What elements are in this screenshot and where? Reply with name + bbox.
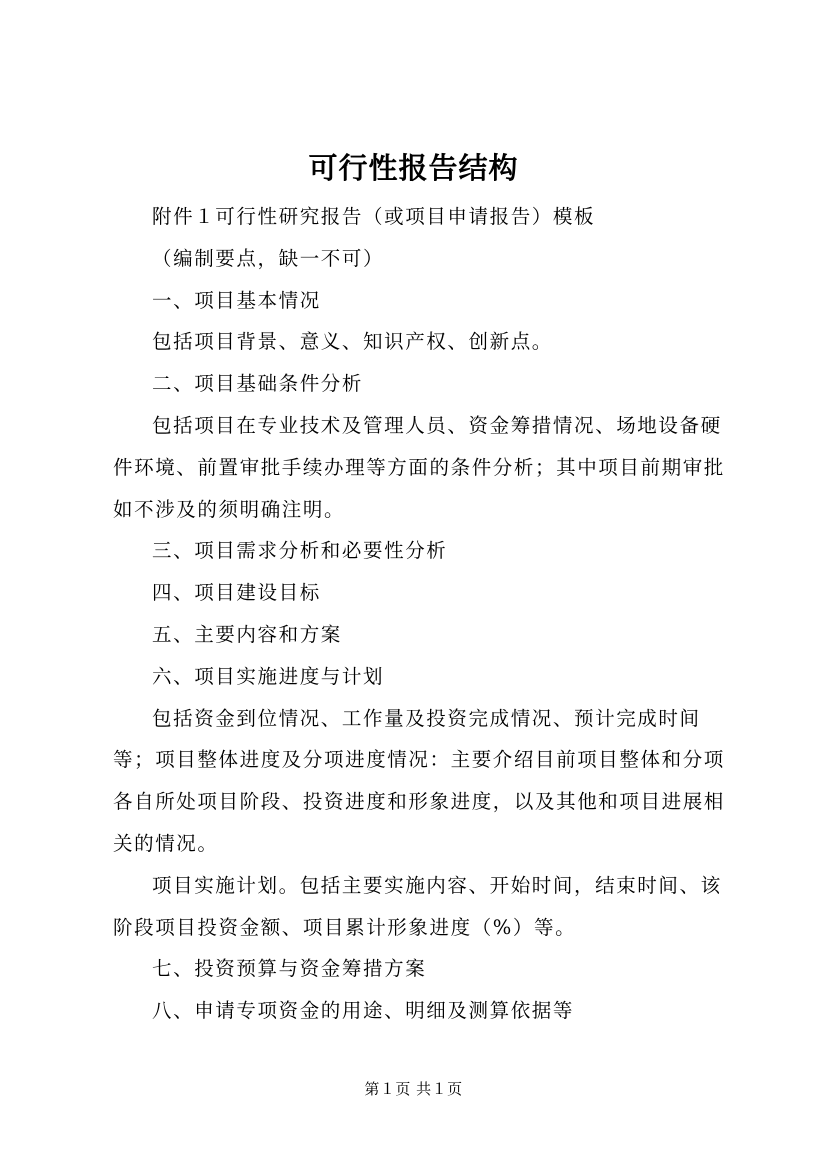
section-heading-basic-info: 一、项目基本情况 [152, 288, 321, 312]
section-heading-goals: 四、项目建设目标 [152, 581, 321, 605]
paragraph-attachment-heading: 附件１可行性研究报告（或项目申请报告）模板 [152, 205, 596, 228]
paragraph-conditions: 包括项目在专业技术及管理人员、资金筹措情况、场地设备硬件环境、前置审批手续办理等方面的条件分析；其中项目前期审批如不涉及的须明确注明。 [113, 413, 725, 521]
paragraph-basic-info: 包括项目背景、意义、知识产权、创新点。 [152, 330, 553, 354]
paragraph-preparation-note: （编制要点，缺一不可） [152, 246, 385, 270]
document-title: 可行性报告结构 [308, 151, 519, 185]
section-heading-fund-usage: 八、申请专项资金的用途、明细及测算依据等 [152, 999, 575, 1023]
section-heading-budget: 七、投资预算与资金筹措方案 [152, 957, 427, 981]
section-heading-schedule: 六、项目实施进度与计划 [152, 664, 385, 688]
paragraph-implementation-plan: 项目实施计划。包括主要实施内容、开始时间，结束时间、该阶段项目投资金额、项目累计形象进度（%）等。 [113, 873, 722, 939]
section-heading-needs: 三、项目需求分析和必要性分析 [152, 539, 448, 563]
section-heading-conditions: 二、项目基础条件分析 [152, 372, 364, 396]
section-heading-content: 五、主要内容和方案 [152, 622, 342, 646]
paragraph-schedule-progress: 包括资金到位情况、工作量及投资完成情况、预计完成时间等；项目整体进度及分项进度情况：主要介绍目前项目整体和分项各自所处项目阶段、投资进度和形象进度，以及其他和项目进展相关的情况。 [113, 706, 725, 855]
page-footer: 第１页 共１页 [364, 1080, 463, 1098]
document-body [113, 196, 731, 1032]
